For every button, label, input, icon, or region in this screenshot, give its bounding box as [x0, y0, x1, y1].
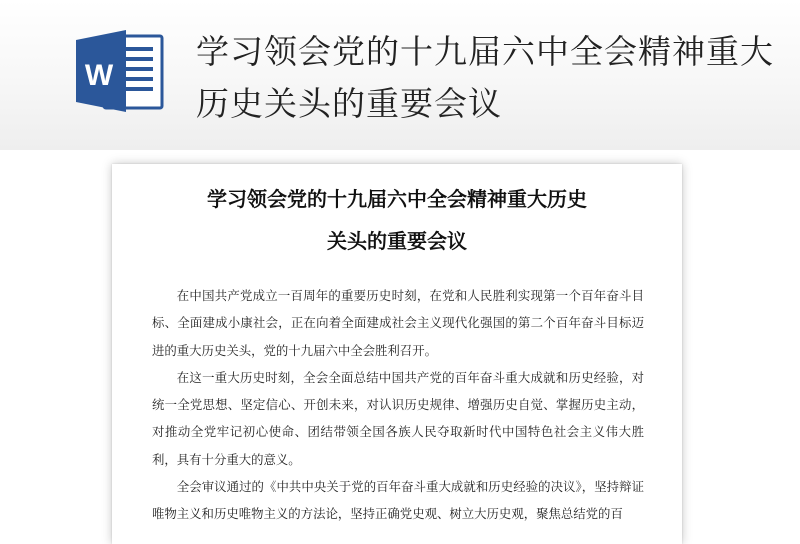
paragraph: 在中国共产党成立一百周年的重要历史时刻，在党和人民胜利实现第一个百年奋斗目标、全面建成小康社会，正在向着全面建成社会主义现代化强国的第二个百年奋斗目标迈进的重大历史关头，党的十九届六中全会胜利召开。: [152, 288, 644, 358]
document-body: [152, 282, 644, 528]
paragraph: 在这一重大历史时刻，全会全面总结中国共产党的百年奋斗重大成就和历史经验，对统一全党思想、坚定信心、开创未来，对认识历史规律、增强历史自觉、掌握历史主动，对推动全党牢记初心使命、团结带领全国各族人民夺取新时代中国特色社会主义伟大胜利，具有十分重大的意义。: [152, 369, 644, 467]
word-letter: W: [84, 59, 114, 92]
document-title-line-1: 学习领会党的十九届六中全会精神重大历史: [207, 187, 587, 211]
document-title-line-2: 关头的重要会议: [327, 229, 467, 253]
header-title: 学习领会党的十九届六中全会精神重大历史关头的重要会议: [196, 32, 774, 123]
document-title: [112, 178, 682, 262]
paragraph: 全会审议通过的《中共中央关于党的百年奋斗重大成就和历史经验的决议》，坚持辩证唯物主义和历史唯物主义的方法论，坚持正确党史观、树立大历史观，聚焦总结党的百: [152, 479, 644, 522]
word-icon: [76, 30, 166, 112]
document-page: [112, 164, 682, 544]
